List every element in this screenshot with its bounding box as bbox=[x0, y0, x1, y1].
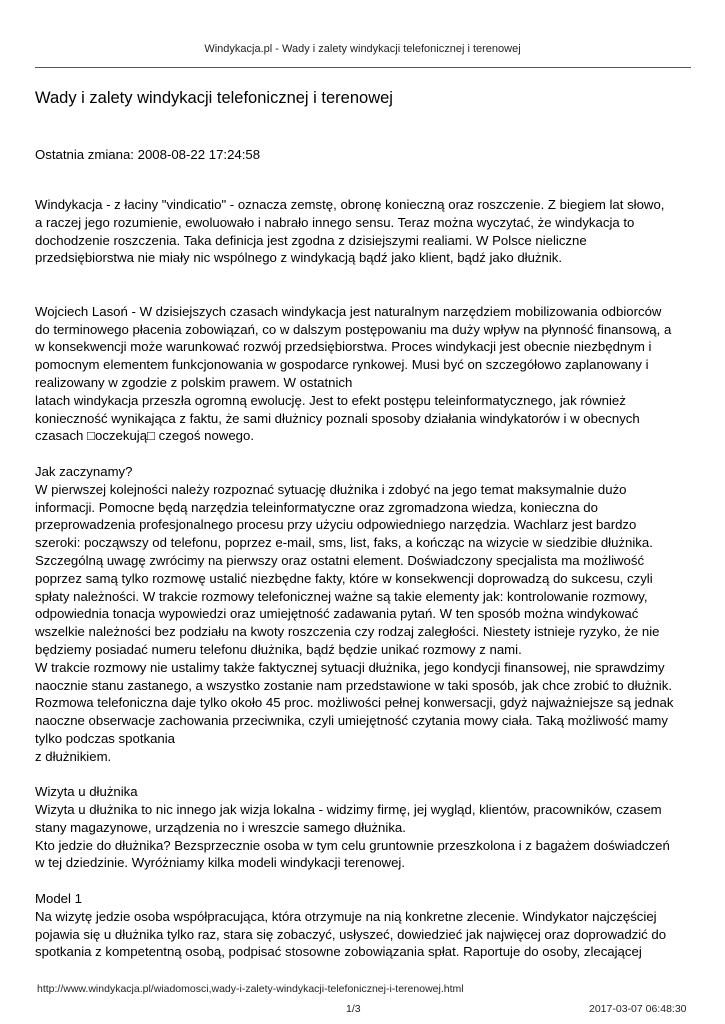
paragraph-model-1: Model 1 Na wizytę jedzie osoba współpracująca, która otrzymuje na nią konkretne zlecenie. Windykator najczęściej pojawia się u dłużnika tylko raz, stara się zobaczyć, usłyszeć, dowiedzieć jak najwięcej oraz doprowadzić do spotkania z kompetentną osobą, podpisać stosowne zobowiązania spłat. Raportuje do osoby, zlecającej bbox=[35, 891, 667, 960]
article-body bbox=[35, 196, 695, 979]
paragraph-wizyta: Wizyta u dłużnika Wizyta u dłużnika to nic innego jak wizja lokalna - widzimy firmę, jej wygląd, klientów, pracowników, czasem stany magazynowe, urządzenia no i wreszcie samego dłużnika. Kto jedzie do dłużnika? Bezsprzecznie osoba w tym celu gruntownie przeszkolona i z bagażem doświadczeń w tej dziedzinie. Wyróżniamy kilka modeli windykacji terenowej. bbox=[35, 784, 670, 871]
footer-url: http://www.windykacja.pl/wiadomosci,wady-i-zalety-windykacji-telefonicznej-i-terenowej.html bbox=[37, 983, 464, 995]
article-title: Wady i zalety windykacji telefonicznej i terenowej bbox=[35, 89, 393, 107]
last-modified: Ostatnia zmiana: 2008-08-22 17:24:58 bbox=[35, 147, 261, 162]
paragraph-lason: Wojciech Lasoń - W dzisiejszych czasach windykacja jest naturalnym narzędziem mobilizowania odbiorców do terminowego płacenia zobowiązań, co w dalszym postępowaniu ma duży wpływ na płynność finansową, a w konsekwencji może warunkować rozwój przedsiębiorstwa. Proces windykacji jest obecnie niezbędnym i pomocnym elementem funkcjonowania w gospodarce rynkowej. Musi być on szczegółowo zaplanowany i realizowany w zgodzie z polskim prawem. W ostatnich latach windykacja przeszła ogromną ewolucję. Jest to efekt postępu teleinformatycznego, jak również konieczność wynikająca z faktu, że sami dłużnicy poznali sposoby działania windykatorów i w obecnych czasach □oczekują□ czegoś nowego. bbox=[35, 303, 672, 444]
paragraph-intro: Windykacja - z łaciny "vindicatio" - oznacza zemstę, obronę konieczną oraz roszczenie. Z biegiem lat słowo, a raczej jego rozumienie, ewoluowało i nabrało innego sensu. Teraz można wyczytać, że windykacja to dochodzenie roszczenia. Taka definicja jest zgodna z dzisiejszymi realiami. W Polsce nieliczne przedsiębiorstwa nie miały nic wspólnego z windykacją bądź jako klient, bądź jako dłużnik. bbox=[35, 197, 665, 266]
page-header: Windykacja.pl - Wady i zalety windykacji telefonicznej i terenowej bbox=[204, 43, 521, 55]
page-number: 1/3 bbox=[346, 1003, 361, 1015]
footer-timestamp: 2017-03-07 06:48:30 bbox=[589, 1003, 687, 1015]
paragraph-jak-zaczynamy: Jak zaczynamy? W pierwszej kolejności należy rozpoznać sytuację dłużnika i zdobyć na jego temat maksymalnie dużo informacji. Pomocne będą narzędzia teleinformatyczne oraz zgromadzona wiedza, konieczna do przeprowadzenia profesjonalnego procesu przy użyciu odpowiedniego narzędzia. Wachlarz jest bardzo szeroki: począwszy od telefonu, poprzez e-mail, sms, list, faks, a kończąc na wizycie w siedzibie dłużnika. Szczególną uwagę zwrócimy na pierwszy oraz ostatni element. Doświadczony specjalista ma możliwość poprzez samą tylko rozmowę ustalić niezbędne fakty, które w konsekwencji doprowadzą do sukcesu, czyli spłaty należności. W trakcie rozmowy telefonicznej ważne są takie elementy jak: kontrolowanie rozmowy, odpowiednia tonacja wypowiedzi oraz umiejętność zadawania pytań. W ten sposób można windykować wszelkie należności bez podziału na kwoty roszczenia czy rodzaj zaległości. Niestety istnieje ryzyko, że nie będziemy posiadać numeru telefonu dłużnika, bądź będzie unikać rozmowy z nami. W trakcie rozmowy nie ustalimy także faktycznej sytuacji dłużnika, jego kondycji finansowej, nie sprawdzimy naocznie stanu zastanego, a wszystko zostanie nam przedstawione w taki sposób, jak chce zrobić to dłużnik. Rozmowa telefoniczna daje tylko około 45 proc. możliwości pełnej konwersacji, gdyż najważniejsze są jednak naoczne obserwacje zachowania przeciwnika, czyli umiejętność czytania mowy ciała. Taką możliwość mamy tylko podczas spotkania z dłużnikiem. bbox=[35, 463, 674, 764]
header-divider bbox=[35, 67, 691, 68]
